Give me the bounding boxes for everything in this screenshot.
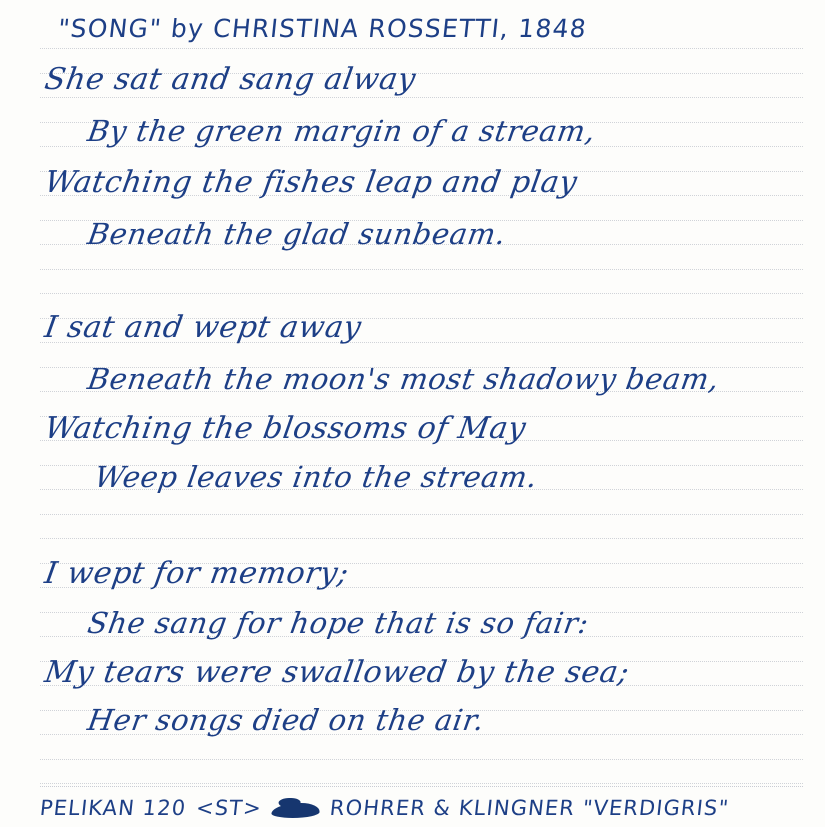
poem-line: Beneath the glad sunbeam. — [85, 217, 509, 251]
poem-line: She sat and sang alway — [42, 62, 419, 97]
poem-line: My tears were swallowed by the sea; — [42, 655, 632, 690]
footer-note — [39, 796, 731, 820]
footer-divider — [40, 786, 803, 787]
poem-line: Weep leaves into the stream. — [92, 460, 540, 494]
poem-line: By the green margin of a stream, — [85, 114, 599, 148]
poem-line: She sang for hope that is so fair: — [85, 606, 592, 640]
pen-label: PELIKAN 120 — [38, 796, 188, 820]
poem-line: Watching the blossoms of May — [42, 411, 529, 446]
ink-label: ROHRER & KLINGNER "VERDIGRIS" — [328, 796, 731, 820]
nib-label: <ST> — [194, 796, 264, 820]
poem-line: I wept for memory; — [42, 556, 352, 591]
poem-line: I sat and wept away — [42, 310, 365, 345]
page-title: "SONG" by CHRISTINA ROSSETTI, 1848 — [56, 14, 589, 43]
ink-blob-icon — [271, 803, 321, 818]
poem-line: Beneath the moon's most shadowy beam, — [85, 362, 722, 396]
poem-line: Watching the fishes leap and play — [42, 165, 580, 200]
poem-line: Her songs died on the air. — [85, 703, 487, 737]
